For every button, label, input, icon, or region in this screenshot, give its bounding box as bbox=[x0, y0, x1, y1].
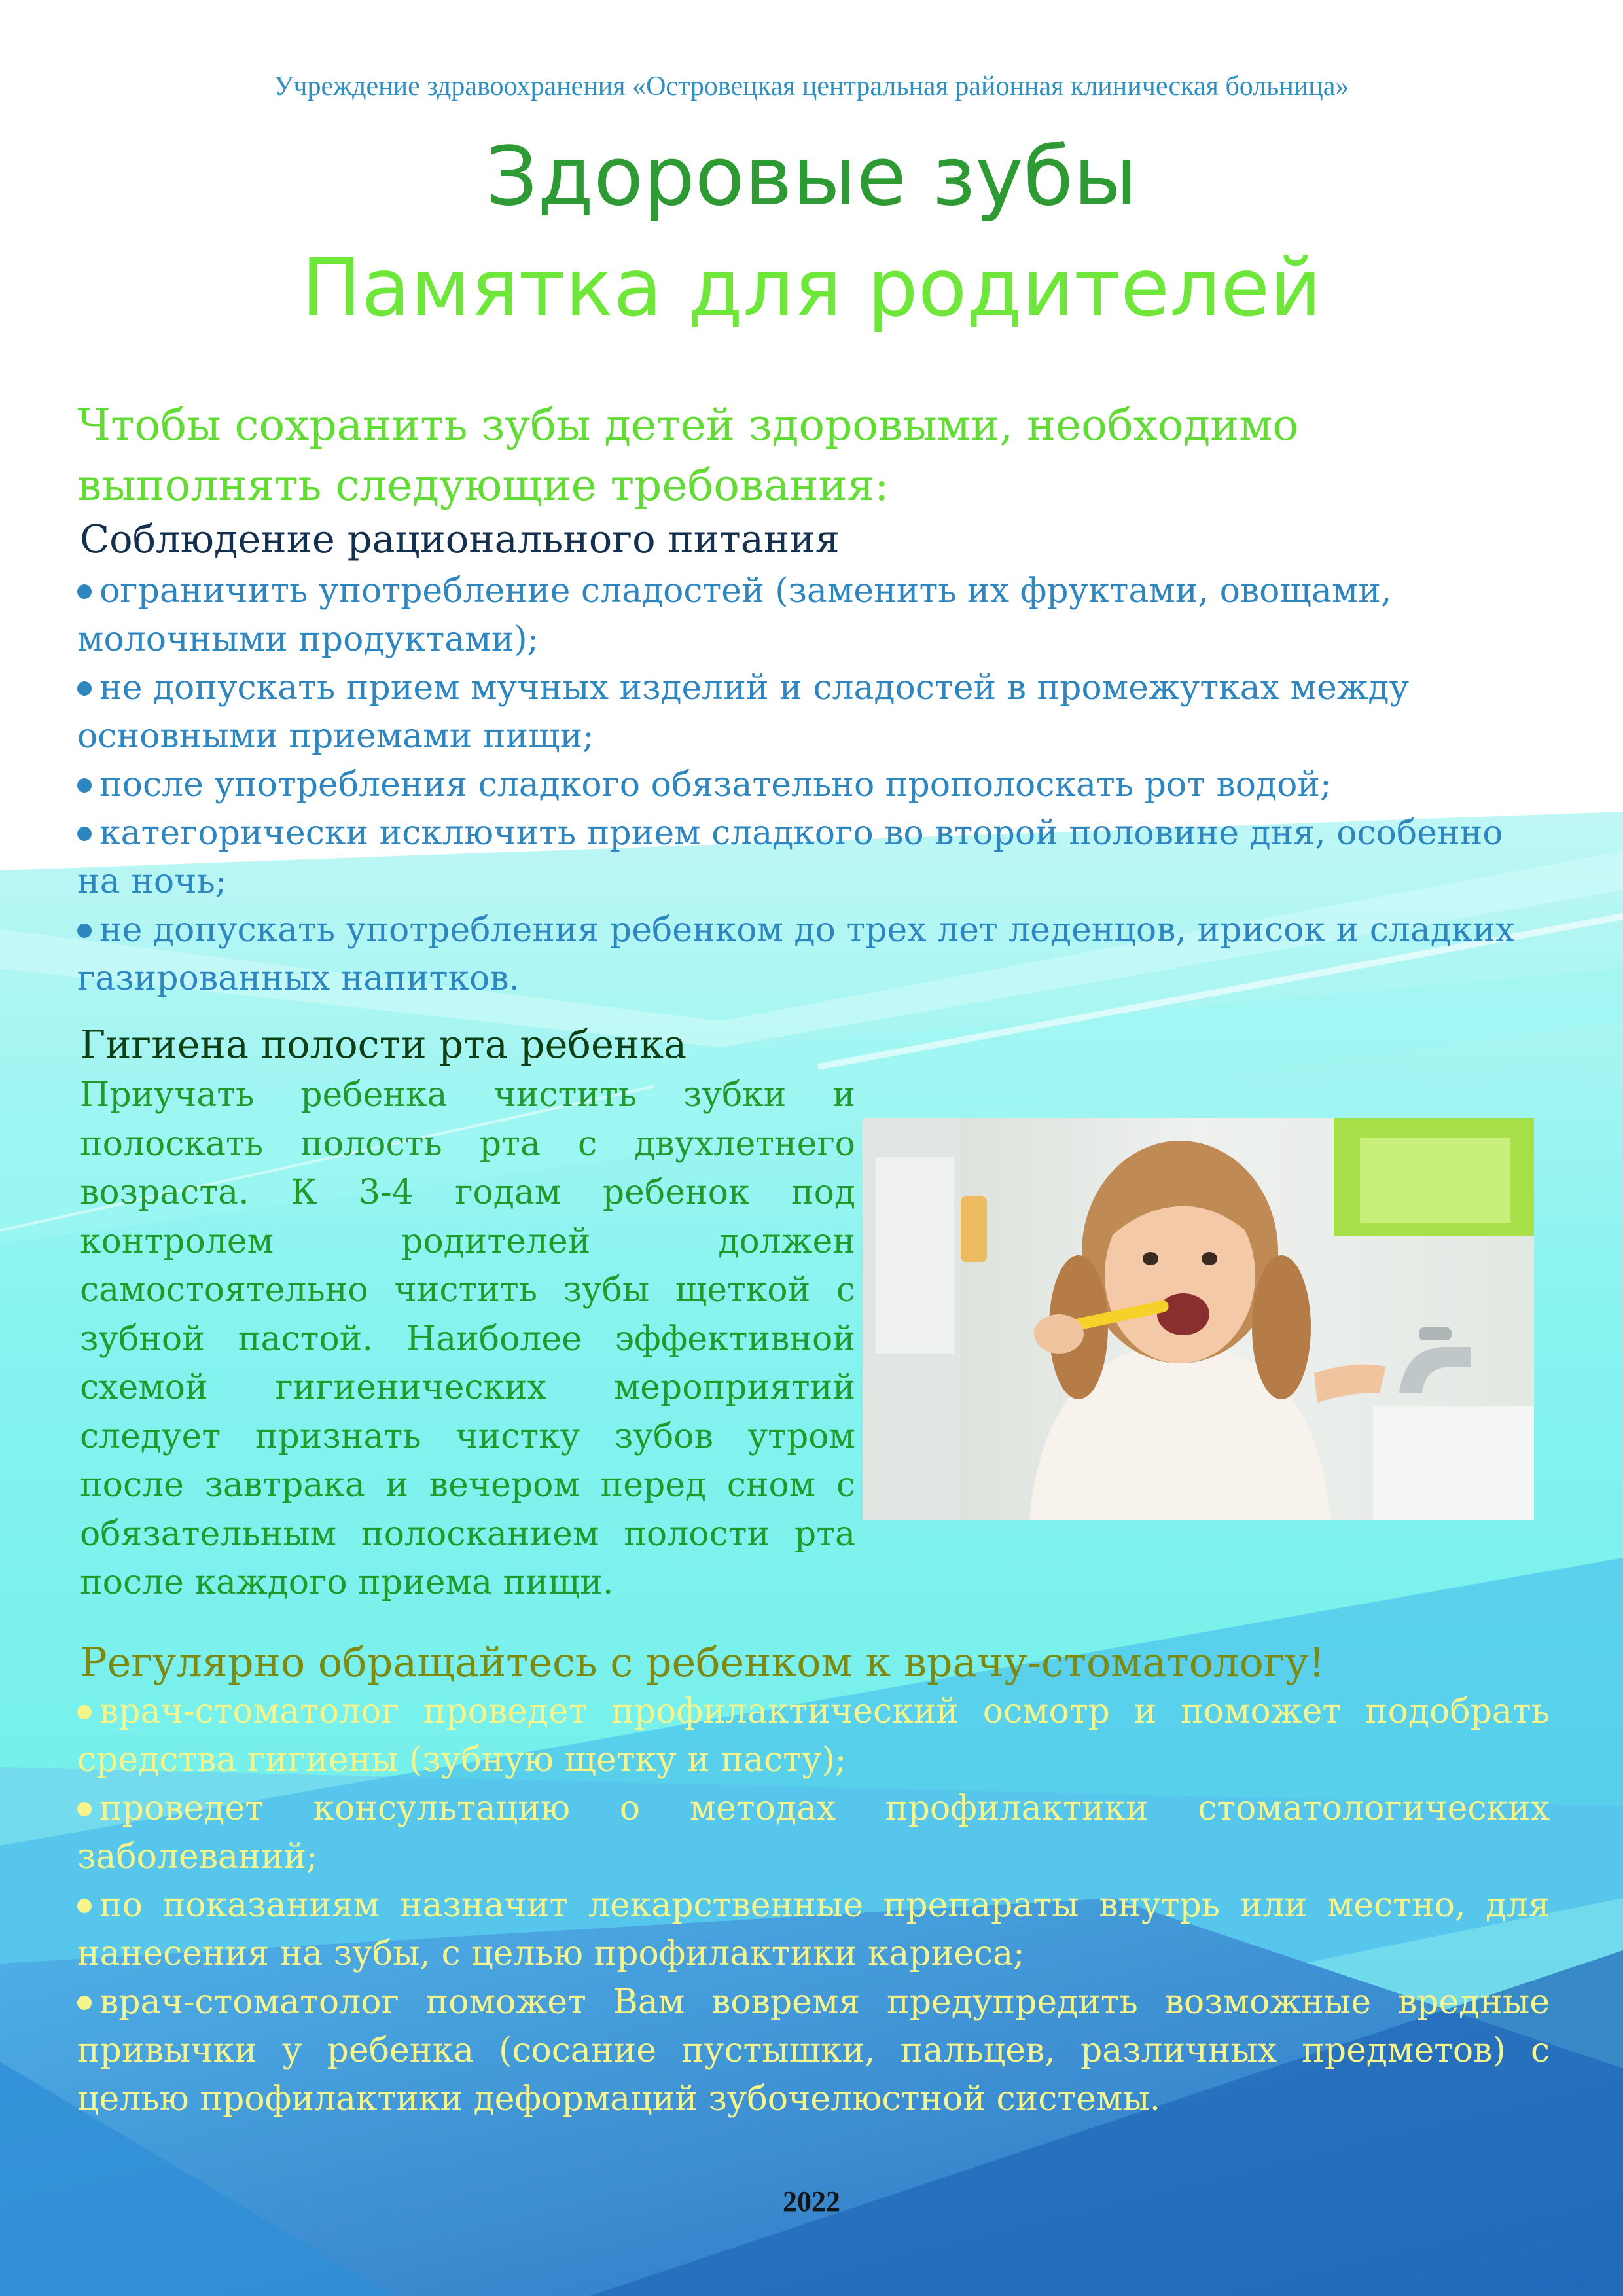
dentist-list bbox=[77, 1687, 1550, 2123]
hygiene-text: Приучать ребенка чистить зубки и полоскать полость рта с двухлетнего возраста. К 3-4 годам ребенок под контролем родителей должен самостоятельно чистить зубы щеткой с зубной пастой. Наиболее эффективной схемой гигиенических мероприятий следует признать чистку зубов утром после завтрака и вечером перед сном с обязательным полосканием полости рта после каждого приема пищи. bbox=[80, 1075, 855, 1602]
list-item bbox=[77, 809, 1550, 906]
bullet-icon bbox=[77, 1996, 92, 2010]
list-item bbox=[77, 1784, 1550, 1881]
list-item bbox=[77, 567, 1550, 664]
page-subtitle: Памятка для родителей bbox=[301, 242, 1322, 334]
bullet-icon bbox=[77, 1802, 92, 1816]
child-brushing-teeth-photo bbox=[863, 1118, 1534, 1520]
bullet-icon bbox=[77, 778, 92, 793]
dentist-item-text: проведет консультацию о методах профилактики стоматологических заболеваний; bbox=[77, 1789, 1550, 1876]
page-title: Здоровые зубы bbox=[485, 130, 1138, 224]
dentist-item-text: врач-стоматолог поможет Вам вовремя предупредить возможные вредные привычки у ребенка (сосание пустышки, пальцев, различных предметов) с целью профилактики деформаций зубочелюстной системы. bbox=[77, 1982, 1550, 2119]
list-item bbox=[77, 761, 1550, 809]
nutrition-item-text: не допускать прием мучных изделий и сладостей в промежутках между основными приемами пищи; bbox=[77, 668, 1410, 756]
dentist-heading: Регулярно обращайтесь с ребенком к врачу-стоматологу! bbox=[80, 1638, 1325, 1686]
nutrition-item-text: после употребления сладкого обязательно прополоскать рот водой; bbox=[99, 765, 1332, 804]
bullet-icon bbox=[77, 1899, 92, 1913]
nutrition-heading: Соблюдение рационального питания bbox=[80, 516, 840, 562]
bullet-icon bbox=[77, 681, 92, 696]
dentist-item-text: по показаниям назначит лекарственные препараты внутрь или местно, для нанесения на зубы, с целью профилактики кариеса; bbox=[77, 1886, 1550, 1973]
nutrition-item-text: категорически исключить прием сладкого во второй половине дня, особенно на ночь; bbox=[77, 814, 1503, 901]
year-label: 2022 bbox=[783, 2185, 840, 2217]
dentist-item-text: врач-стоматолог проведет профилактический осмотр и поможет подобрать средства гигиены (зубную щетку и пасту); bbox=[77, 1692, 1550, 1780]
bullet-icon bbox=[77, 584, 92, 599]
list-item bbox=[77, 664, 1550, 761]
nutrition-item-text: ограничить употребление сладостей (заменить их фруктами, овощами, молочными продуктами); bbox=[77, 571, 1392, 659]
hygiene-heading: Гигиена полости рта ребенка bbox=[80, 1022, 687, 1067]
bullet-icon bbox=[77, 924, 92, 938]
list-item bbox=[77, 1978, 1550, 2123]
list-item bbox=[77, 1687, 1550, 1784]
bullet-icon bbox=[77, 1705, 92, 1719]
nutrition-list bbox=[77, 567, 1550, 1003]
list-item bbox=[77, 906, 1550, 1003]
bullet-icon bbox=[77, 827, 92, 841]
list-item bbox=[77, 1881, 1550, 1978]
institution-name: Учреждение здравоохранения «Островецкая центральная районная клиническая больница» bbox=[274, 71, 1349, 101]
nutrition-item-text: не допускать употребления ребенком до трех лет леденцов, ирисок и сладких газированных напитков. bbox=[77, 910, 1515, 998]
intro-text: Чтобы сохранить зубы детей здоровыми, необходимо выполнять следующие требования: bbox=[77, 400, 1299, 511]
